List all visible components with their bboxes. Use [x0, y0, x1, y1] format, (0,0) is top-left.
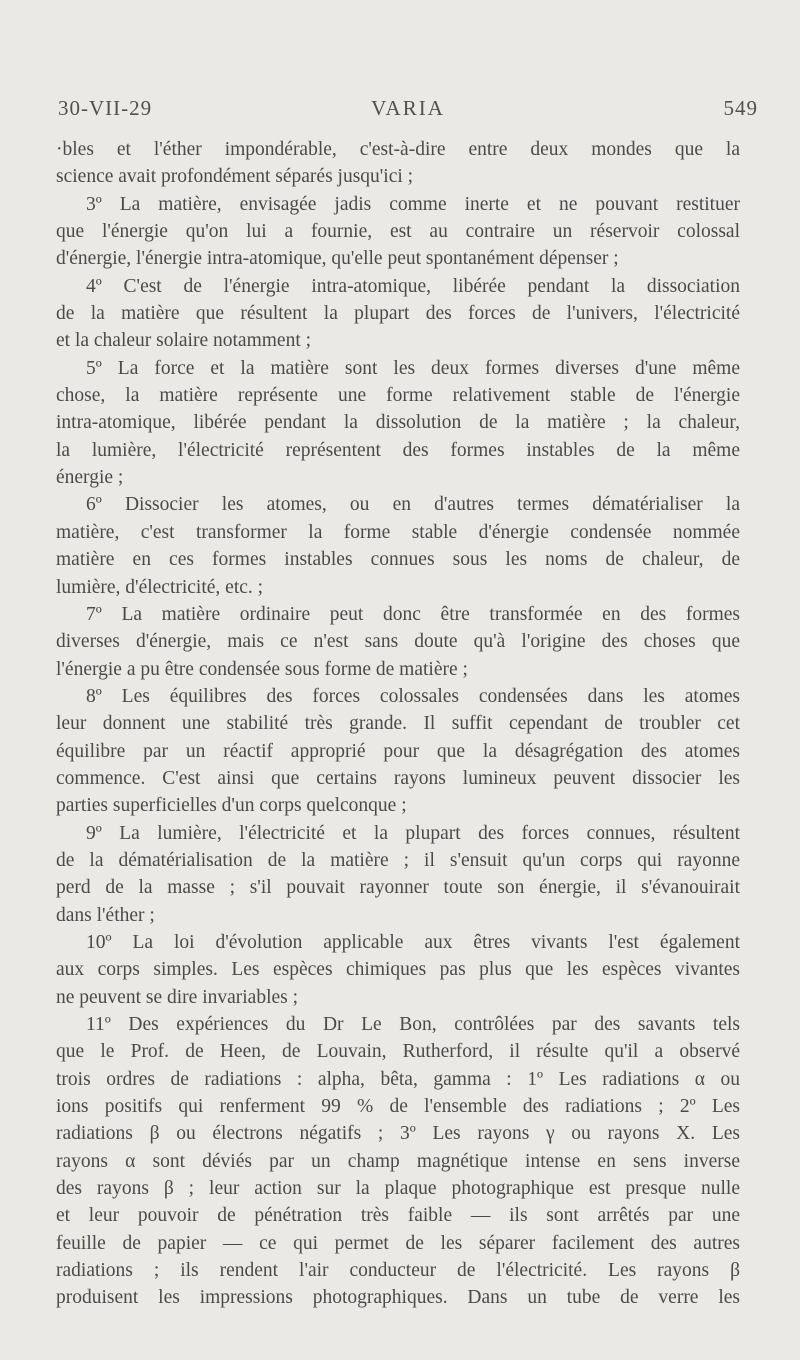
text-line: science avait profondément séparés jusqu'ici ; [56, 166, 414, 188]
text-line: lumière, d'électricité, etc. ; [56, 576, 264, 598]
text-line: et la chaleur solaire notamment ; [56, 330, 312, 352]
text-line: ions positifs qui renferment 99 % de l'ensemble des radiations ; 2º Les [56, 1096, 740, 1118]
text-line: ne peuvent se dire invariables ; [56, 986, 299, 1008]
text-line: équilibre par un réactif approprié pour que la désagrégation des atomes [56, 740, 740, 762]
text-line: diverses d'énergie, mais ce n'est sans doute qu'à l'origine des choses que [56, 631, 740, 653]
header-date: 30-VII-29 [58, 96, 153, 120]
text-line: de la matière que résultent la plupart des forces de l'univers, l'électricité [56, 303, 740, 325]
text-line: feuille de papier — ce qui permet de les séparer facilement des autres [56, 1232, 740, 1254]
text-line: que l'énergie qu'on lui a fournie, est au contraire un réservoir colossal [56, 221, 740, 243]
text-line: 10º La loi d'évolution applicable aux êtres vivants l'est également [86, 931, 740, 953]
text-line: que le Prof. de Heen, de Louvain, Rutherford, il résulte qu'il a observé [56, 1041, 740, 1063]
text-line: 7º La matière ordinaire peut donc être transformée en des formes [86, 603, 740, 625]
text-line: rayons α sont déviés par un champ magnétique intense en sens inverse [56, 1150, 740, 1172]
text-line: chose, la matière représente une forme relativement stable de l'énergie [56, 385, 740, 407]
body-text [56, 136, 740, 1312]
text-line: perd de la masse ; s'il pouvait rayonner toute son énergie, il s'évanouirait [56, 877, 740, 899]
text-line: 3º La matière, envisagée jadis comme inerte et ne pouvant restituer [86, 193, 740, 215]
text-line: produisent les impressions photographiques. Dans un tube de verre les [56, 1287, 740, 1309]
text-line: trois ordres de radiations : alpha, bêta, gamma : 1º Les radiations α ou [56, 1068, 740, 1090]
header-section-title: VARIA [371, 96, 445, 120]
text-line: ·bles et l'éther impondérable, c'est-à-dire entre deux mondes que la [56, 139, 740, 160]
text-line: dans l'éther ; [56, 904, 155, 926]
text-line: 9º La lumière, l'électricité et la plupart des forces connues, résultent [86, 822, 740, 844]
text-line: 11º Des expériences du Dr Le Bon, contrôlées par des savants tels [86, 1014, 740, 1035]
text-line: énergie ; [56, 467, 124, 489]
text-line: intra-atomique, libérée pendant la dissolution de la matière ; la chaleur, [56, 412, 740, 434]
text-line: 8º Les équilibres des forces colossales condensées dans les atomes [86, 685, 740, 707]
text-line: des rayons β ; leur action sur la plaque photographique est presque nulle [56, 1178, 740, 1200]
running-header [58, 96, 758, 126]
text-line: et leur pouvoir de pénétration très faible — ils sont arrêtés par une [56, 1205, 740, 1227]
text-line: 5º La force et la matière sont les deux formes diverses d'une même [86, 357, 740, 379]
text-line: 4º C'est de l'énergie intra-atomique, libérée pendant la dissociation [86, 275, 740, 297]
text-line: la lumière, l'électricité représentent des formes instables de la même [56, 439, 740, 461]
text-line: matière, c'est transformer la forme stable d'énergie condensée nommée [56, 521, 740, 543]
text-line: aux corps simples. Les espèces chimiques pas plus que les espèces vivantes [56, 959, 740, 981]
text-line: d'énergie, l'énergie intra-atomique, qu'elle peut spontanément dépenser ; [56, 248, 619, 270]
text-line: parties superficielles d'un corps quelconque ; [56, 795, 407, 817]
text-line: matière en ces formes instables connues sous les noms de chaleur, de [56, 549, 740, 571]
text-line: commence. C'est ainsi que certains rayons lumineux peuvent dissocier les [56, 767, 740, 789]
text-line: radiations β ou électrons négatifs ; 3º Les rayons γ ou rayons X. Les [56, 1123, 740, 1145]
text-line: de la dématérialisation de la matière ; il s'ensuit qu'un corps qui rayonne [56, 849, 740, 871]
text-line: 6º Dissocier les atomes, ou en d'autres termes dématérialiser la [86, 494, 740, 516]
text-line: leur donnent une stabilité très grande. Il suffit cependant de troubler cet [56, 713, 740, 735]
text-line: radiations ; ils rendent l'air conducteur de l'électricité. Les rayons β [56, 1260, 740, 1282]
text-line: l'énergie a pu être condensée sous forme de matière ; [56, 658, 468, 680]
page-number: 549 [723, 96, 758, 120]
